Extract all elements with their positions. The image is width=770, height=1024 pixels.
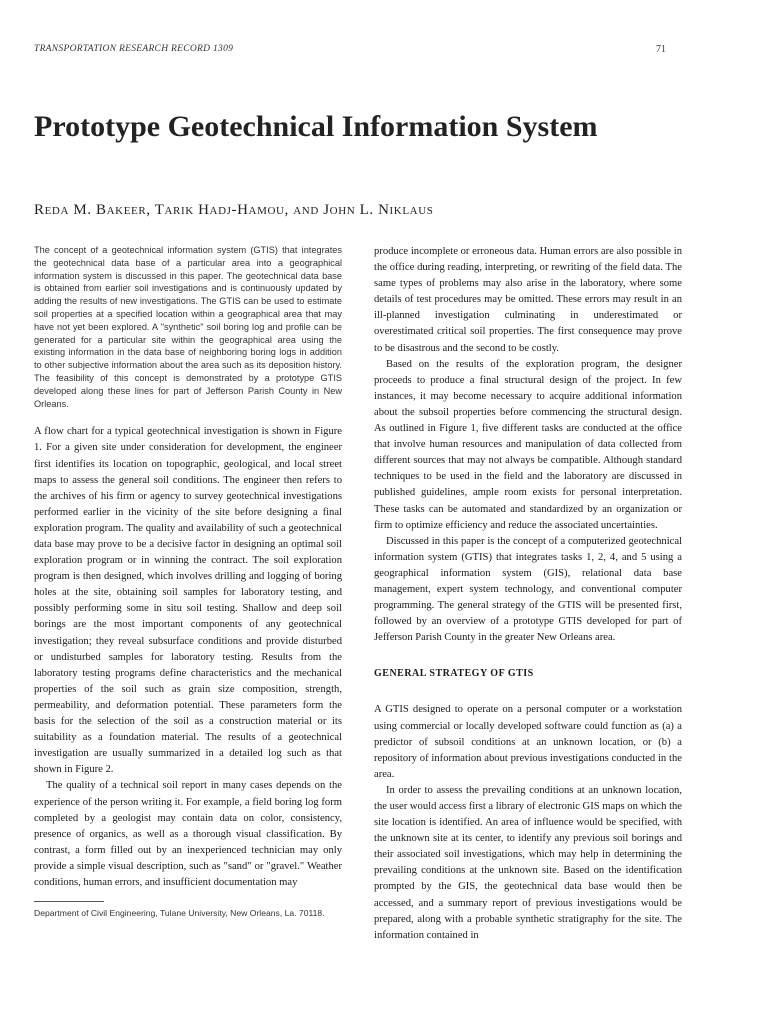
body-paragraph: In order to assess the prevailing conditions at an unknown location, the user would access first a library of electronic GIS maps on which the site location is identified. An area of influence would be specified, with the unknown site at its center, to identify any previous soil borings and their associated soil investigations, which may help in determining the prevailing conditions at the unknown site. Based on the identification prompted by the GIS, the geotechnical data base would then be accessed, and a summary report of previous investigations would be prepared, along with a probable synthetic stratigraphy for the site. The information contained in [374,784,683,941]
body-paragraph: A flow chart for a typical geotechnical investigation is shown in Figure 1. For a given site under consideration for development, the engineer first identifies its location on topographic, geological, and local street maps to assess the general soil conditions. The engineer then refers to the archives of his firm or agency to survey geotechnical investigations performed earlier in the vicinity of the site before designing a final exploration program. The quality and availability of such a geotechnical data base may prove to be a decisive factor in designing an optimal soil exploration program or in winning the contract. The soil exploration program is then designed, which involves drilling and logging of boring holes at the site, obtaining soil samples for laboratory testing, and possibly performing some in situ soil testing. Shallow and deep soil borings are the most important components of any geotechnical investigation; they reveal subsurface conditions and provide disturbed or undisturbed samples for laboratory testing. Results from the laboratory testing programs define characteristics and the mechanical properties of the soil such as grain size composition, strength, permeability, and deformation potential. These parameters form the basis for the selection of the soil as a construction material or its suitability as a foundation material. The results of a geotechnical investigation are usually summarized in a detailed log such as that shown in Figure 2. [34,426,342,776]
body-paragraph: Based on the results of the exploration program, the designer proceeds to produce a final structural design of the project. In few instances, it may become necessary to acquire additional information about the subsoil properties before commencing the structural design. As outlined in Figure 1, five different tasks are conducted at the office that involve human resources and manipulation of data collected from different sources that may not always be compatible. Although standard techniques to be used in the field and the laboratory are discussed in published guidelines, ample room exists for personal interpretation. These tasks can be automated and standardized by an organization or firm to optimize efficiency and reduce the associated uncertainties. [374,358,682,531]
page-number: 71 [656,44,666,55]
right-column [374,244,682,944]
article-title: Prototype Geotechnical Information System [34,110,598,143]
running-head: TRANSPORTATION RESEARCH RECORD 1309 [34,44,234,54]
footnote-divider [34,901,104,902]
body-paragraph: The quality of a technical soil report in many cases depends on the experience of the person writing it. For example, a field boring log form completed by a geologist may contain data on color, consistency, presence of organics, as well as a thorough visual classification. By contrast, a form filled out by an inexperienced technician may only provide a simple visual description, such as "sand" or "gravel." Weather conditions, human errors, and insufficient documentation may [34,780,342,888]
body-paragraph: produce incomplete or erroneous data. Human errors are also possible in the office during reading, interpreting, or rewriting of the field data. The same types of problems may also arise in the laboratory, where some details of test procedures may be omitted. These errors may result in an ill-planned investigation culminating in underestimated or overestimated critical soil properties. The first consequence may prove to be disastrous and the second to be costly. [374,246,682,354]
left-column [34,244,342,919]
section-heading: GENERAL STRATEGY OF GTIS [374,668,534,680]
article-authors: Reda M. Bakeer, Tarik Hadj-Hamou, and John L. Niklaus [34,202,434,218]
affiliation-footnote: Department of Civil Engineering, Tulane University, New Orleans, La. 70118. [34,908,325,919]
body-paragraph: A GTIS designed to operate on a personal computer or a workstation using commercial or locally developed software could function as (a) a predictor of subsoil conditions at an unknown location, or (b) a repository of information about previous investigations conducted in the area. [374,704,682,780]
body-paragraph: Discussed in this paper is the concept of a computerized geotechnical information system (GTIS) that integrates tasks 1, 2, 4, and 5 using a geographical information system (GIS), relational data base management, expert system technology, and conventional computer programming. The general strategy of the GTIS will be presented first, followed by an overview of a prototype GTIS developed for part of Jefferson Parish County in the greater New Orleans area. [374,535,682,644]
abstract: The concept of a geotechnical information system (GTIS) that integrates the geotechnical data base of a particular area into a geographical information system is discussed in this paper. The geotechnical data base is obtained from earlier soil investigations and is continuously updated by adding the results of new investigations. The GTIS can be used to estimate soil properties at a specified location within a geographical area that may have not yet been explored. A "synthetic" soil boring log and profile can be generated for a particular site within the geographical area using the existing information in the data base of neighboring boring logs in addition to other subjective information about the area such as its deposition history. The feasibility of this concept is demonstrated by a prototype GTIS developed along these lines for part of Jefferson Parish County in New Orleans. [34,245,342,409]
